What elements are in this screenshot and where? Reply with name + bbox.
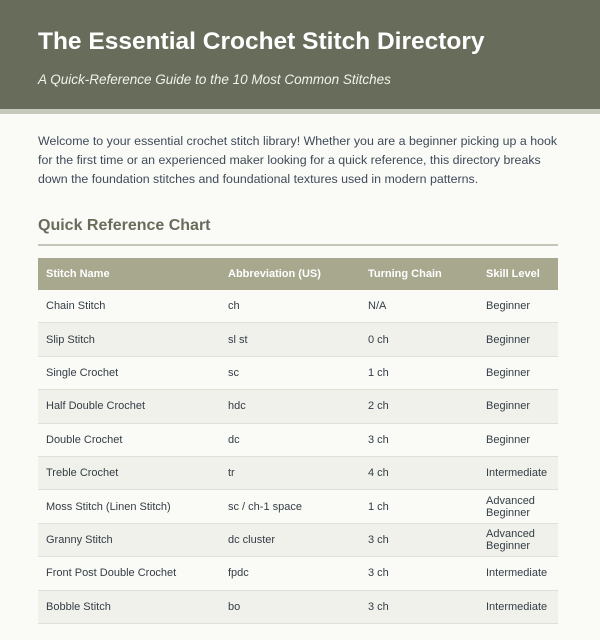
table-row [38,523,558,556]
column-header-abbreviation: Abbreviation (US) [228,268,321,280]
turning-chain-cell: 4 ch [360,456,478,489]
skill-level-cell: Beginner [478,290,558,323]
turning-chain-cell: 0 ch [360,323,478,356]
intro-paragraph: Welcome to your essential crochet stitch library! Whether you are a beginner picking up a hook for the first time or an experienced maker looking for a quick reference, this directory breaks down the foundation stitches and foundational textures used in modern patterns. [38,134,558,186]
skill-level-cell: Beginner [478,356,558,389]
column-header-turning-chain: Turning Chain [368,268,442,280]
stitch-name-cell: Treble Crochet [38,456,220,489]
abbreviation-cell: bo [220,590,360,623]
turning-chain-cell: 1 ch [360,356,478,389]
abbreviation-cell: fpdc [220,557,360,590]
abbreviation-cell: sc / ch-1 space [220,490,360,523]
stitch-name-cell: Half Double Crochet [38,390,220,423]
abbreviation-cell: tr [220,456,360,489]
abbreviation-cell: dc cluster [220,523,360,556]
skill-level-cell: Intermediate [478,456,558,489]
page-subtitle: A Quick-Reference Guide to the 10 Most Common Stitches [38,72,391,87]
stitch-name-cell: Granny Stitch [38,523,220,556]
stitch-name-cell: Single Crochet [38,356,220,389]
skill-level-cell: Advanced Beginner [478,523,558,556]
stitch-reference-table [38,258,558,624]
turning-chain-cell: 1 ch [360,490,478,523]
table-row [38,356,558,389]
stitch-name-cell: Chain Stitch [38,290,220,323]
table-row [38,490,558,523]
abbreviation-cell: sc [220,356,360,389]
skill-level-cell: Beginner [478,323,558,356]
stitch-name-cell: Double Crochet [38,423,220,456]
section-title: Quick Reference Chart [38,217,558,246]
page-header [0,0,600,114]
turning-chain-cell: 3 ch [360,523,478,556]
column-header-skill-level: Skill Level [486,268,540,280]
table-row [38,323,558,356]
turning-chain-cell: 3 ch [360,423,478,456]
stitch-name-cell: Slip Stitch [38,323,220,356]
page-title: The Essential Crochet Stitch Directory [38,28,485,55]
turning-chain-cell: 3 ch [360,557,478,590]
stitch-name-cell: Moss Stitch (Linen Stitch) [38,490,220,523]
skill-level-cell: Beginner [478,423,558,456]
table-header-row [38,258,558,290]
abbreviation-cell: sl st [220,323,360,356]
table-row [38,390,558,423]
turning-chain-cell: 2 ch [360,390,478,423]
table-row [38,423,558,456]
skill-level-cell: Intermediate [478,557,558,590]
turning-chain-cell: 3 ch [360,590,478,623]
skill-level-cell: Intermediate [478,590,558,623]
stitch-name-cell: Front Post Double Crochet [38,557,220,590]
abbreviation-cell: dc [220,423,360,456]
stitch-name-cell: Bobble Stitch [38,590,220,623]
abbreviation-cell: hdc [220,390,360,423]
skill-level-cell: Advanced Beginner [478,490,558,523]
skill-level-cell: Beginner [478,390,558,423]
turning-chain-cell: N/A [360,290,478,323]
table-row [38,290,558,323]
table-row [38,557,558,590]
column-header-stitch-name: Stitch Name [46,268,110,280]
table-row [38,456,558,489]
table-row [38,590,558,623]
abbreviation-cell: ch [220,290,360,323]
